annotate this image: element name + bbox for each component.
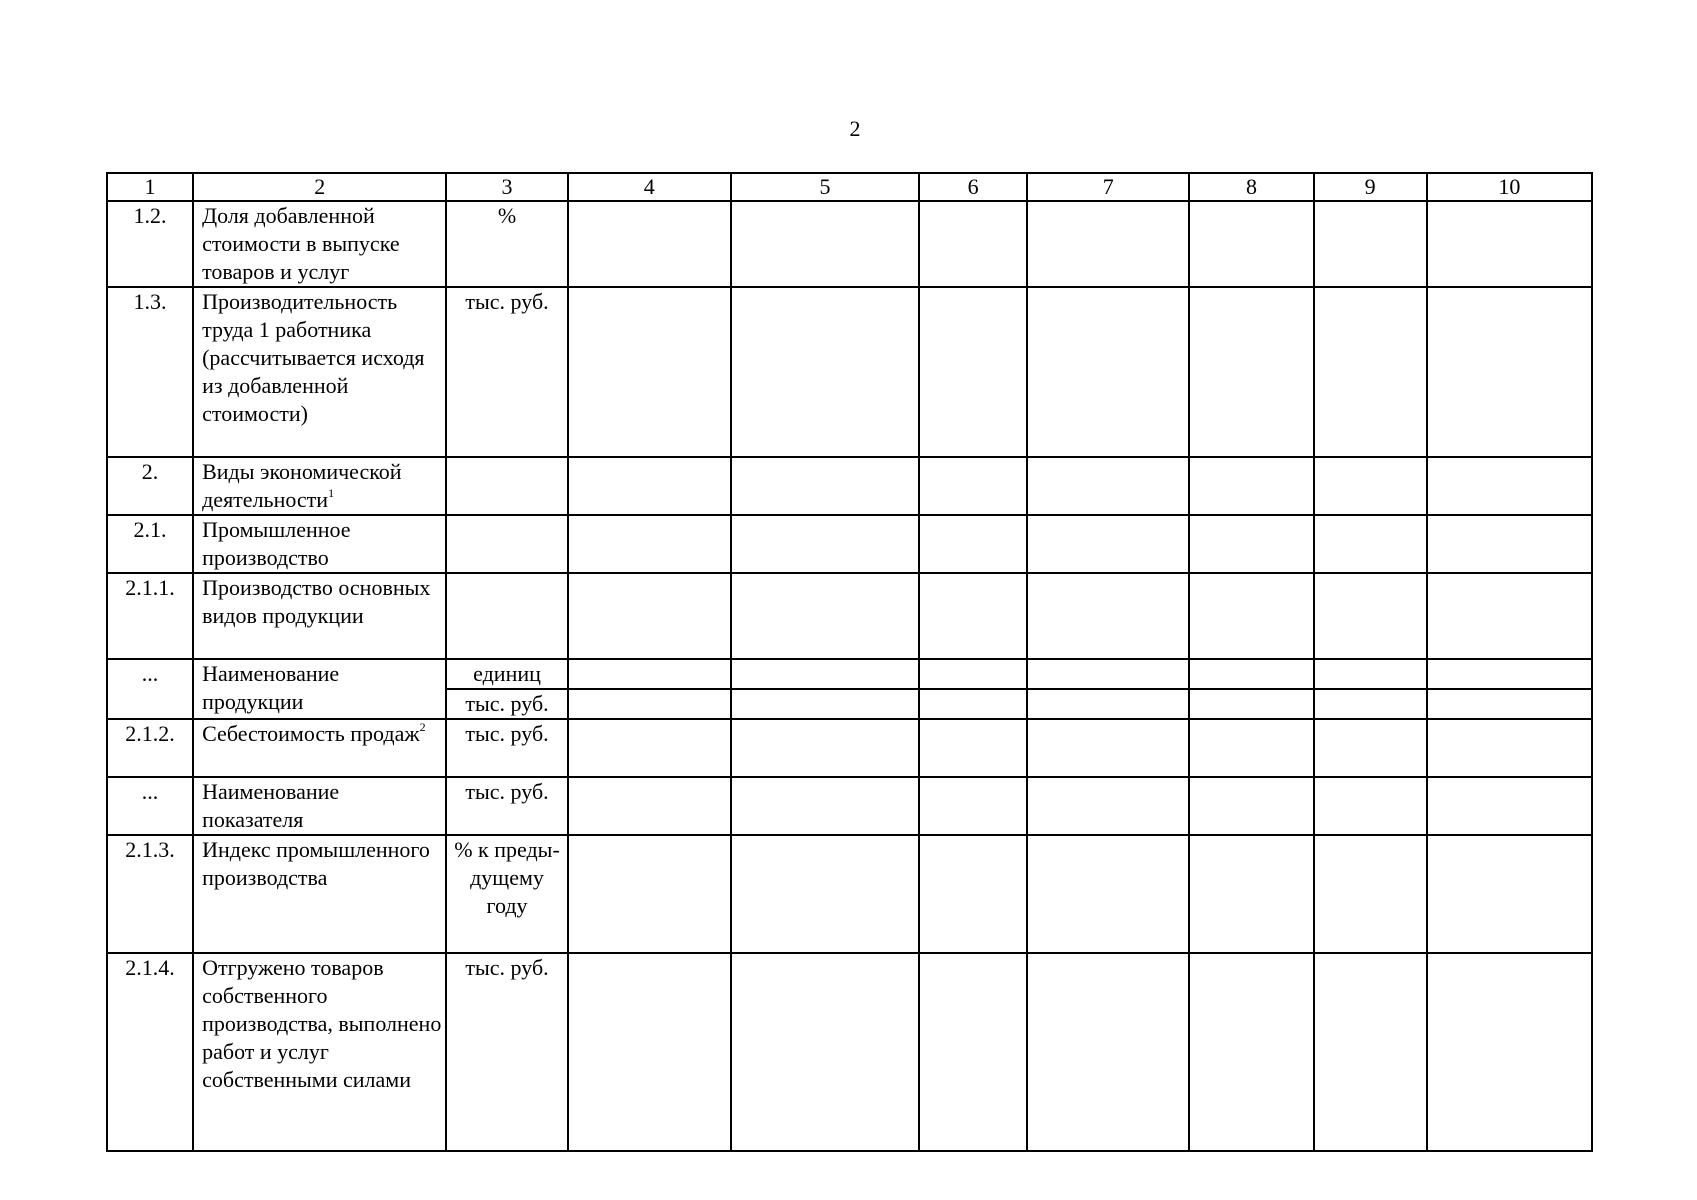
value-cell — [1314, 835, 1427, 953]
unit-cell: единиц — [446, 659, 567, 689]
value-cell — [731, 953, 919, 1151]
value-cell — [1427, 953, 1592, 1151]
value-cell — [1427, 287, 1592, 457]
unit-cell: тыс. руб. — [446, 287, 567, 457]
table-row — [107, 201, 1592, 287]
value-cell — [1427, 457, 1592, 515]
unit-cell — [446, 573, 567, 659]
unit-cell: % к преды-дущему году — [446, 835, 567, 953]
value-cell — [1189, 201, 1313, 287]
unit-cell: тыс. руб. — [446, 719, 567, 777]
value-cell — [1189, 777, 1313, 835]
value-cell — [568, 953, 731, 1151]
row-number: 2.1. — [107, 515, 193, 573]
value-cell — [1314, 777, 1427, 835]
value-cell — [568, 659, 731, 689]
value-cell — [731, 689, 919, 719]
row-number: 2.1.2. — [107, 719, 193, 777]
header-cell: 4 — [568, 173, 731, 201]
header-cell: 1 — [107, 173, 193, 201]
value-cell — [568, 287, 731, 457]
value-cell — [1189, 719, 1313, 777]
value-cell — [1427, 573, 1592, 659]
value-cell — [1314, 201, 1427, 287]
table-row — [107, 573, 1592, 659]
header-cell: 9 — [1314, 173, 1427, 201]
unit-cell: тыс. руб. — [446, 953, 567, 1151]
value-cell — [919, 953, 1027, 1151]
value-cell — [919, 201, 1027, 287]
table-row — [107, 835, 1592, 953]
row-number: 2.1.3. — [107, 835, 193, 953]
value-cell — [731, 287, 919, 457]
value-cell — [1427, 201, 1592, 287]
table-row — [107, 287, 1592, 457]
header-cell: 2 — [193, 173, 446, 201]
value-cell — [1427, 689, 1592, 719]
value-cell — [1027, 777, 1189, 835]
page-number: 2 — [849, 116, 861, 141]
indicator-name — [193, 457, 446, 515]
row-number: 2.1.4. — [107, 953, 193, 1151]
row-number: 2. — [107, 457, 193, 515]
value-cell — [919, 287, 1027, 457]
indicator-name: Наименование показателя — [193, 777, 446, 835]
value-cell — [1314, 659, 1427, 689]
row-number: 1.3. — [107, 287, 193, 457]
value-cell — [1314, 287, 1427, 457]
unit-cell: тыс. руб. — [446, 777, 567, 835]
value-cell — [919, 777, 1027, 835]
value-cell — [1427, 659, 1592, 689]
table-row — [107, 659, 1592, 689]
indicator-name: Индекс промышленного производства — [193, 835, 446, 953]
indicator-name — [193, 719, 446, 777]
value-cell — [1189, 659, 1313, 689]
value-cell — [731, 835, 919, 953]
row-number: ... — [107, 659, 193, 719]
value-cell — [1027, 457, 1189, 515]
value-cell — [1314, 953, 1427, 1151]
value-cell — [919, 659, 1027, 689]
value-cell — [731, 201, 919, 287]
table-row — [107, 515, 1592, 573]
value-cell — [1189, 835, 1313, 953]
value-cell — [919, 835, 1027, 953]
table-row — [107, 953, 1592, 1151]
table-row — [107, 457, 1592, 515]
value-cell — [731, 777, 919, 835]
row-number: 1.2. — [107, 201, 193, 287]
value-cell — [1189, 689, 1313, 719]
value-cell — [1027, 689, 1189, 719]
value-cell — [919, 515, 1027, 573]
value-cell — [919, 719, 1027, 777]
value-cell — [568, 689, 731, 719]
value-cell — [1314, 573, 1427, 659]
value-cell — [1189, 457, 1313, 515]
unit-cell — [446, 515, 567, 573]
indicator-table — [106, 172, 1593, 1152]
value-cell — [1314, 457, 1427, 515]
value-cell — [1027, 515, 1189, 573]
value-cell — [568, 719, 731, 777]
indicator-name: Промышленное производство — [193, 515, 446, 573]
header-cell: 8 — [1189, 173, 1313, 201]
indicator-name: Доля добавленной стоимости в выпуске товаров и услуг — [193, 201, 446, 287]
value-cell — [568, 835, 731, 953]
value-cell — [731, 719, 919, 777]
value-cell — [1427, 719, 1592, 777]
value-cell — [1314, 689, 1427, 719]
header-cell: 10 — [1427, 173, 1592, 201]
value-cell — [1427, 835, 1592, 953]
indicator-name: Производительность труда 1 работника (рассчитывается исходя из добавленной стоимости) — [193, 287, 446, 457]
header-row — [107, 173, 1592, 201]
value-cell — [919, 573, 1027, 659]
value-cell — [1314, 515, 1427, 573]
unit-cell: % — [446, 201, 567, 287]
value-cell — [1189, 287, 1313, 457]
value-cell — [731, 659, 919, 689]
indicator-name-text: Себестоимость продаж — [202, 721, 420, 746]
value-cell — [568, 201, 731, 287]
value-cell — [919, 689, 1027, 719]
value-cell — [568, 515, 731, 573]
value-cell — [1027, 573, 1189, 659]
header-cell: 5 — [731, 173, 919, 201]
value-cell — [919, 457, 1027, 515]
indicator-name: Отгружено товаров собственного производства, выполнено работ и услуг собственными силами — [193, 953, 446, 1151]
table-row — [107, 777, 1592, 835]
value-cell — [1314, 719, 1427, 777]
footnote-mark: 2 — [419, 720, 426, 734]
value-cell — [731, 457, 919, 515]
value-cell — [1427, 777, 1592, 835]
indicator-name: Наименование продукции — [193, 659, 446, 719]
value-cell — [1189, 573, 1313, 659]
indicator-name: Производство основных видов продукции — [193, 573, 446, 659]
value-cell — [1189, 953, 1313, 1151]
value-cell — [1027, 287, 1189, 457]
footnote-mark: 1 — [328, 486, 335, 500]
unit-cell: тыс. руб. — [446, 689, 567, 719]
value-cell — [1027, 201, 1189, 287]
value-cell — [1027, 659, 1189, 689]
value-cell — [1427, 515, 1592, 573]
unit-cell — [446, 457, 567, 515]
header-cell: 6 — [919, 173, 1027, 201]
row-number: 2.1.1. — [107, 573, 193, 659]
value-cell — [1027, 719, 1189, 777]
value-cell — [731, 515, 919, 573]
value-cell — [568, 777, 731, 835]
header-cell: 3 — [446, 173, 567, 201]
table-row — [107, 719, 1592, 777]
row-number: ... — [107, 777, 193, 835]
value-cell — [731, 573, 919, 659]
header-cell: 7 — [1027, 173, 1189, 201]
value-cell — [1027, 953, 1189, 1151]
value-cell — [1189, 515, 1313, 573]
value-cell — [568, 573, 731, 659]
indicator-name-text: Виды экономической деятельности — [202, 459, 402, 512]
value-cell — [568, 457, 731, 515]
value-cell — [1027, 835, 1189, 953]
